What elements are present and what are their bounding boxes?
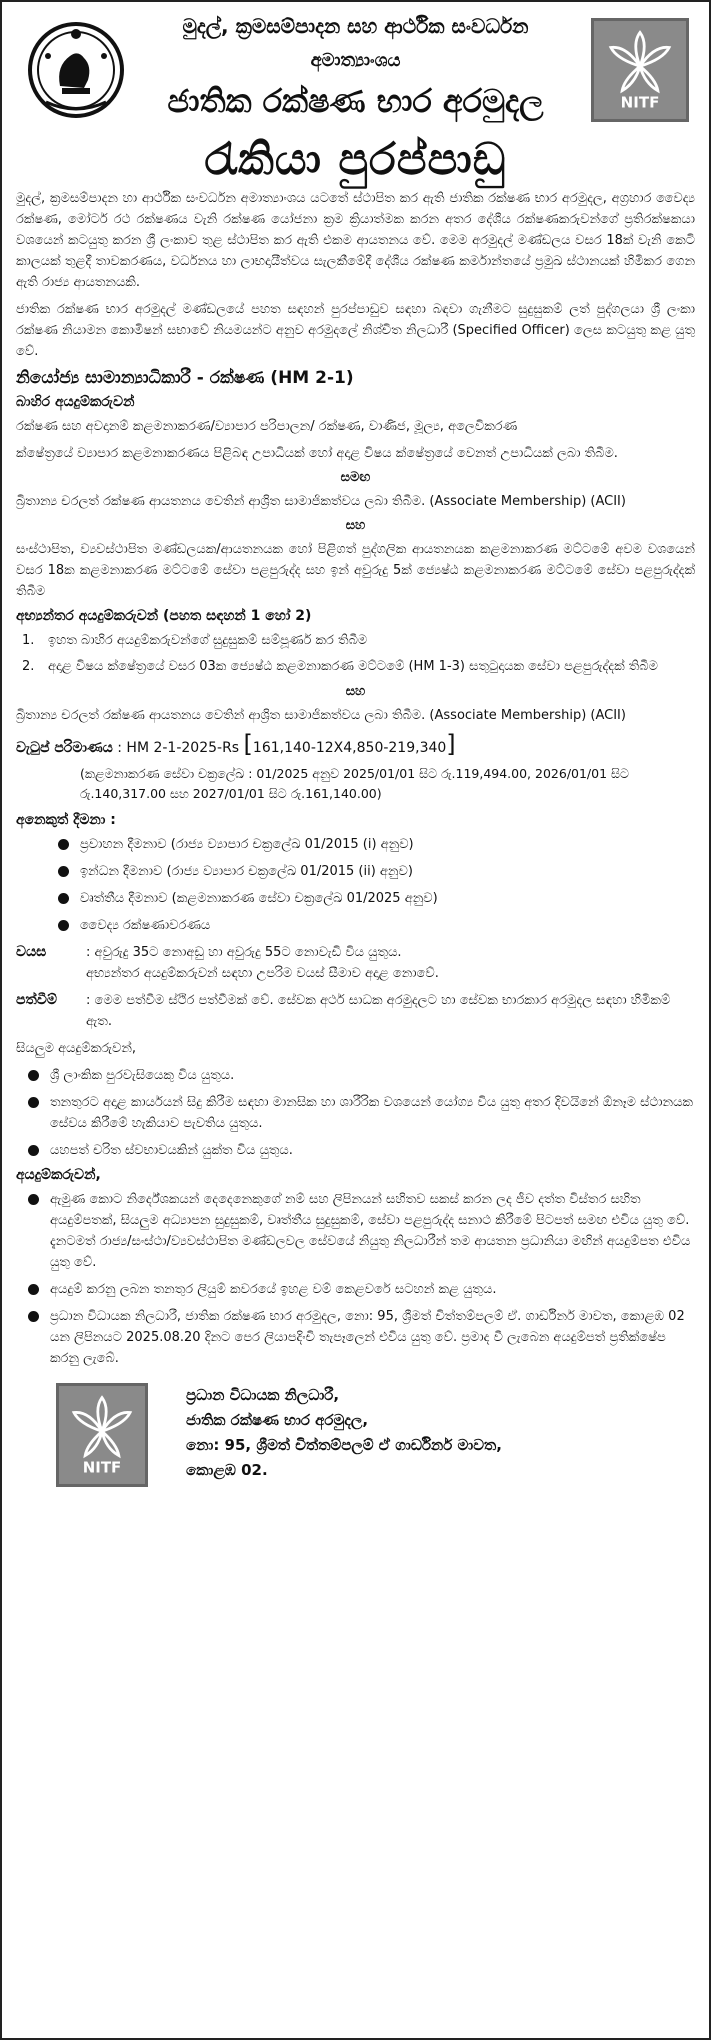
benefit-text: ප්‍රවාහන දීමනාව (රාජ්‍ය ව්‍යාපාර චක්‍රලේඛ 01/2015 (i) අනුව) xyxy=(80,837,414,852)
address-line: කොළඹ 02. xyxy=(186,1461,268,1479)
list-item xyxy=(46,861,695,882)
salary-note: (කළමනාකරණ සේවා චක්‍රලේඛ : 01/2025 අනුව 2025/01/01 සිට රු.119,494.00, 2026/01/01 සිට රු.140,317.00 සහ 2027/01/01 සිට රු.161,140.00) xyxy=(80,766,629,801)
bracket-close-icon: ] xyxy=(446,730,456,758)
bullet-icon xyxy=(28,1145,39,1156)
appointment-text: : මෙම පත්වීම ස්ථිර පත්වීමක් වේ. සේවක අර්ථ සාධක අරමුදලට හා සේවක භාරකාර අරමුදල සඳහා හිමිකම් ඇත. xyxy=(86,993,671,1029)
footer xyxy=(16,1377,695,1527)
address-line: ප්‍රධාන විධායක නිලධාරී, xyxy=(186,1386,340,1404)
benefit-text: වෛද්‍ය රක්ෂණාවරණය xyxy=(80,918,211,933)
bracket-open-icon: [ xyxy=(243,730,253,758)
address-line: නො: 95, ශ්‍රීමත් චිත්තම්පලම් ඒ ගාර්ඩිනර් මාවත, xyxy=(186,1436,502,1454)
external-equal-label: සමඟ xyxy=(340,470,371,485)
external-and-label: සහ xyxy=(345,518,366,533)
external-text-4: සංස්ථාපිත, ව්‍යවස්ථාපිත මණ්ඩලයක/ආයතනයක හෝ පිළිගත් පුද්ගලික ආයතනයක කළමනාකරණ මට්ටමේ අවම වශයෙන් වසර 18ක කළමනාකරණ මට්ටමේ සේවා පළපුරුද්ද සහ ඉන් අවුරුදු 5ක් ජ්‍යෙෂ්ඨ කළමනාකරණ මට්ටමේ සේවා පළපුරුද්දක් තිබීම xyxy=(16,542,695,599)
salary-value: : HM 2-1-2025-Rs xyxy=(117,740,240,756)
external-text-2: ක්ෂේත්‍රයේ ව්‍යාපාර කළමනාකරණය පිළිබඳ උපාධියක් හෝ අදාළ විෂය ක්ෂේත්‍රයේ වෙනත් උපාධියක් ලබා තිබීම. xyxy=(16,446,618,461)
bullet-icon xyxy=(28,1097,39,1108)
general-title: සියලුම අයදුම්කරුවන්, xyxy=(16,1041,137,1056)
page-title: රැකියා පුරප්පාඩු xyxy=(204,134,507,185)
item-text: අදාළ විෂය ක්ෂේත්‍රයේ වසර 03ක ජ්‍යෙෂ්ඨ කළමනාකරණ මට්ටමේ (HM 1-3) සතුටුදායක සේවා පළපුරුද්දක් තිබීම xyxy=(48,659,658,674)
bullet-icon xyxy=(28,1311,39,1322)
bullet-icon xyxy=(58,893,69,904)
external-applicants-section xyxy=(16,394,695,602)
external-title: බාහිර අයදුම්කරුවන් xyxy=(16,394,135,410)
list-item xyxy=(46,915,695,936)
appointment-label: පත්වීම් xyxy=(16,992,57,1008)
instruction-text: ඇමුණ කොට නිර්දේශකයන් දෙදෙනෙකුගේ නම් සහ ලිපිනයන් සහිතව සකස් කරන ලද ජීව දත්ත විස්තර සහිත අයදුම්පතක්, සියලුම අධ්‍යාපන සුදුසුකම්, වෘත්තීය සුදුසුකම්, සේවා පළපුරුද්ද සනාථ කිරීමේ පිටපත් සමඟ එවිය යුතු වේ. දැනටමත් රාජ්‍ය/සංස්ථා/ව්‍යවස්ථාපිත මණ්ඩලවල සේවයේ නියුතු නිලධාරීන් තම ආයතන ප්‍රධානියා මඟින් අයදුම්පත එවිය යුතු වේ. xyxy=(50,1192,691,1270)
age-line-1: : අවුරුදු 35ට නොඅඩු හා අවුරුදු 55ට නොවැඩි විය යුතුය. xyxy=(86,945,402,960)
ministry-label: අමාත්‍යාංශය xyxy=(310,50,401,71)
salary-label: වැටුප් පරිමාණය xyxy=(16,740,113,756)
external-text-1: රක්ෂණ සහ අවදානම් කළමනාකරණ/ව්‍යාපාර පරිපාලන/ රක්ෂණ, වාණිජ, මූල්‍ය, අලෙවිකරණ xyxy=(16,419,518,434)
bullet-icon xyxy=(28,1284,39,1295)
external-text-3: බ්‍රිතාන්‍ය චරලත් රක්ෂණ ආයතනය වෙතින් ආශ්‍රිත සාමාජිකත්වය ලබා තිබීම. (Associate Membership) (ACII) xyxy=(16,494,626,509)
list-item xyxy=(16,1279,695,1300)
contact-address xyxy=(186,1383,502,1483)
list-item xyxy=(16,1092,695,1134)
bullet-icon xyxy=(28,1070,39,1081)
age-line-2: අභ්‍යන්තර අයදුම්කරුවන් සඳහා උපරිම වයස් සීමාව අදාළ නොවේ. xyxy=(86,966,439,981)
intro-section xyxy=(16,188,695,362)
address-line: ජාතික රක්ෂණ භාර අරමුදල, xyxy=(186,1411,369,1429)
intro-paragraph-1: මුදල්, ක්‍රමසම්පාදන හා ආර්ථික සංවර්ධන අමාත්‍යාංශය යටතේ ස්ථාපිත කර ඇති ජාතික රක්ෂණ භාර අරමුදල, අග්‍රහාර වෛද්‍ය රක්ෂණ, මෝටර් රථ රක්ෂණය වැනි රක්ෂණ යෝජනා ක්‍රම ක්‍රියාත්මක කරන අතර දේශීය රක්ෂණකරුවන්ගේ ප්‍රතිරක්ෂකයා වශයෙන් කටයුතු කරන ශ්‍රී ලංකාව තුළ ස්ථාපිත කර ඇති එකම ආයතනය වේ. මෙම අරමුදල් මණ්ඩලය වසර 18ක් වැනි කෙටි කාලයක් තුළදී තාවකරණය, වර්ධනය හා ලාභදායීත්වය සැලකීමේදී දේශීය රක්ෂණ කර්මාන්තයේ ප්‍රමුඛ ස්ථානයක් හිමිකර ගෙන ඇති රාජ්‍ය ආයතනයකි. xyxy=(16,191,695,290)
list-item xyxy=(46,888,695,909)
item-text: ඉහත බාහිර අයදුම්කරුවන්ගේ සුදුසුකම් සම්පූර්ණ කර තිබීම xyxy=(48,633,368,648)
list-item xyxy=(16,1189,695,1273)
svg-text:NITF: NITF xyxy=(620,93,660,112)
item-number: 2. xyxy=(22,659,35,674)
list-item xyxy=(16,1140,695,1161)
general-requirements-section xyxy=(16,1038,695,1161)
requirement-text: යහපත් චරිත ස්වභාවයකින් යුක්ත විය යුතුය. xyxy=(50,1143,293,1158)
salary-scale xyxy=(16,732,695,760)
item-number: 1. xyxy=(22,633,35,648)
age-label: වයස xyxy=(16,944,47,960)
benefit-text: වෘත්තීය දීමනාව (කළමනාකරණ සේවා චක්‍රලේඛ 01/2025 අනුව) xyxy=(80,891,438,906)
bullet-icon xyxy=(58,866,69,877)
sri-lanka-emblem-icon xyxy=(26,16,126,124)
benefits-title: අනෙකුත් දීමනා : xyxy=(16,812,116,828)
internal-title: අභ්‍යන්තර අයදුම්කරුවන් (පහත සඳහන් 1 හෝ 2) xyxy=(16,608,312,624)
bullet-icon xyxy=(58,839,69,850)
requirement-text: තනතුරට අදාළ කාර්යයන් සිදු කිරීම සඳහා මානසික හා ශාරීරික වශයෙන් යෝග්‍ය විය යුතු අතර දිවයිනේ ඕනෑම ස්ථානයක සේවය කිරීමේ හැකියාව පැවතිය යුතුය. xyxy=(50,1095,693,1131)
bullet-icon xyxy=(58,920,69,931)
benefit-text: ඉන්ධන දීමනාව (රාජ්‍ය ව්‍යාපාර චක්‍රලේඛ 01/2015 (ii) අනුව) xyxy=(80,864,413,879)
instruction-text: අයදුම් කරනු ලබන තනතුර ලියුම් කවරයේ ඉහළ වම් කෙළවරේ සටහන් කළ යුතුය. xyxy=(50,1282,497,1297)
nitf-logo-icon xyxy=(56,1383,148,1487)
list-item xyxy=(22,630,695,652)
benefits-section xyxy=(16,812,695,936)
svg-text:NITF: NITF xyxy=(82,1458,122,1477)
list-item xyxy=(16,1065,695,1086)
post-title: නියෝජ්‍ය සාමාන්‍යාධිකාරී - රක්ෂණ (HM 2-1) xyxy=(16,368,354,388)
applicants-title: අයදුම්කරුවන්, xyxy=(16,1167,101,1183)
list-item xyxy=(16,1306,695,1369)
requirement-text: ශ්‍රී ලාංකික පුරවැසියෙකු විය යුතුය. xyxy=(50,1068,235,1083)
list-item xyxy=(46,834,695,855)
organization-name: ජාතික රක්ෂණ භාර අරමුදල xyxy=(167,82,544,120)
internal-applicants-section xyxy=(16,608,695,726)
internal-and-label: සහ xyxy=(345,684,366,699)
header xyxy=(16,8,695,188)
nitf-logo-icon xyxy=(591,18,689,122)
list-item xyxy=(22,656,695,678)
instruction-text: ප්‍රධාන විධායක නිලධාරී, ජාතික රක්ෂණ භාර අරමුදල, නො: 95, ශ්‍රීමත් චිත්තම්පලම් ඒ. ගාර්ඩිනර් මාවත, කොළඹ 02 යන ලිපිනයට 2025.08.20 දිනට පෙර ලියාපදිංචි තැපෑලෙන් එවිය යුතු වේ. ප්‍රමාද වී ලැබෙන අයදුම්පත් ප්‍රතික්ෂේප කරනු ලැබේ. xyxy=(50,1309,685,1366)
bullet-icon xyxy=(28,1194,39,1205)
applicants-section xyxy=(16,1167,695,1369)
salary-scale-value: 161,140-12X4,850-219,340 xyxy=(252,740,447,756)
intro-paragraph-2: ජාතික රක්ෂණ භාර අරමුදල් මණ්ඩලයේ පහත සඳහන් පුරප්පාඩුව සඳහා බඳවා ගැනීමට සුදුසුකම් ලත් පුද්ගලයා ශ්‍රී ලංකා රක්ෂණ නියාමන කොමිෂන් සභාවේ නියමයන්ට අනුව අරමුදලේ නිශ්චිත නිලධාරී (Specified Officer) ලෙස කටයුතු කළ යුතු වේ. xyxy=(16,302,695,359)
appointment-section xyxy=(16,990,695,1032)
ministry-name: මුදල්, ක්‍රමසම්පාදන සහ ආර්ථික සංවර්ධන xyxy=(182,14,529,38)
age-section xyxy=(16,942,695,984)
internal-text: බ්‍රිතාන්‍ය චරලත් රක්ෂණ ආයතනය වෙතින් ආශ්‍රිත සාමාජිකත්වය ලබා තිබීම. (Associate Membership) (ACII) xyxy=(16,708,626,723)
